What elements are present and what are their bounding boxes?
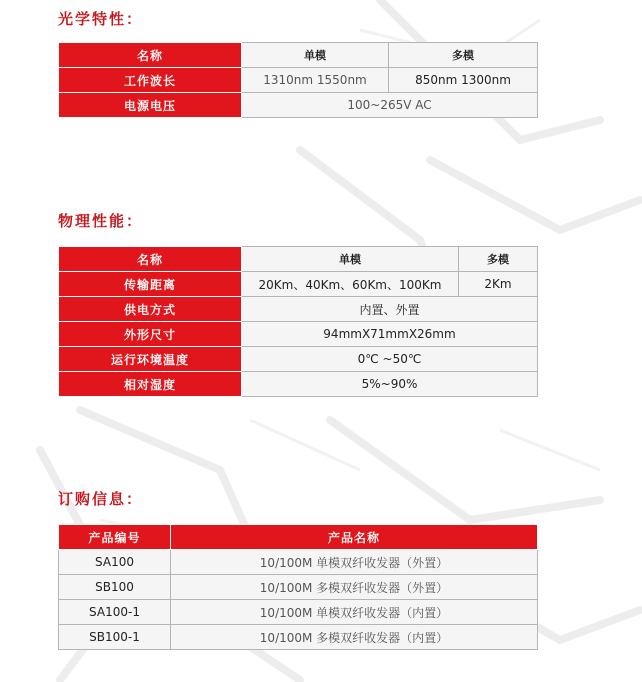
header-name-cell: 名称	[59, 247, 242, 272]
table-row	[59, 600, 538, 625]
row-value: 0℃ ~50℃	[242, 347, 538, 372]
row-value: 94mmX71mmX26mm	[242, 322, 538, 347]
product-name: 10/100M 单模双纤收发器（内置）	[171, 600, 538, 625]
header-single-mode: 单模	[242, 43, 389, 68]
physical-section-title: 物理性能：	[58, 212, 144, 230]
table-row	[59, 297, 538, 322]
table-row	[59, 247, 538, 272]
table-row	[59, 43, 538, 68]
product-name: 10/100M 多模双纤收发器（内置）	[171, 625, 538, 650]
row-label: 外形尺寸	[59, 322, 242, 347]
order-section-title: 订购信息：	[58, 490, 144, 508]
table-row	[59, 550, 538, 575]
row-value: 5%~90%	[242, 372, 538, 397]
table-row	[59, 625, 538, 650]
multi-mode-value: 850nm 1300nm	[389, 68, 538, 93]
row-label: 供电方式	[59, 297, 242, 322]
single-mode-value: 20Km、40Km、60Km、100Km	[242, 272, 459, 297]
table-row	[59, 525, 538, 550]
product-code: SB100-1	[59, 625, 171, 650]
table-row	[59, 93, 538, 118]
order-info-table	[58, 524, 538, 650]
table-row	[59, 372, 538, 397]
product-name: 10/100M 单模双纤收发器（外置）	[171, 550, 538, 575]
single-mode-value: 1310nm 1550nm	[242, 68, 389, 93]
physical-spec-table	[58, 246, 538, 397]
header-product-name: 产品名称	[171, 525, 538, 550]
table-row	[59, 322, 538, 347]
table-row	[59, 347, 538, 372]
product-code: SB100	[59, 575, 171, 600]
product-code: SA100	[59, 550, 171, 575]
header-single-mode: 单模	[242, 247, 459, 272]
header-multi-mode: 多模	[459, 247, 538, 272]
multi-mode-value: 2Km	[459, 272, 538, 297]
optical-spec-table	[58, 42, 538, 118]
product-code: SA100-1	[59, 600, 171, 625]
header-name-cell: 名称	[59, 43, 242, 68]
product-name: 10/100M 多模双纤收发器（外置）	[171, 575, 538, 600]
row-label: 运行环境温度	[59, 347, 242, 372]
row-label: 工作波长	[59, 68, 242, 93]
row-label: 相对湿度	[59, 372, 242, 397]
table-row	[59, 272, 538, 297]
row-value: 内置、外置	[242, 297, 538, 322]
row-label: 电源电压	[59, 93, 242, 118]
header-product-code: 产品编号	[59, 525, 171, 550]
header-multi-mode: 多模	[389, 43, 538, 68]
row-label: 传输距离	[59, 272, 242, 297]
table-row	[59, 68, 538, 93]
optical-section-title: 光学特性：	[58, 10, 144, 28]
row-value: 100~265V AC	[242, 93, 538, 118]
table-row	[59, 575, 538, 600]
